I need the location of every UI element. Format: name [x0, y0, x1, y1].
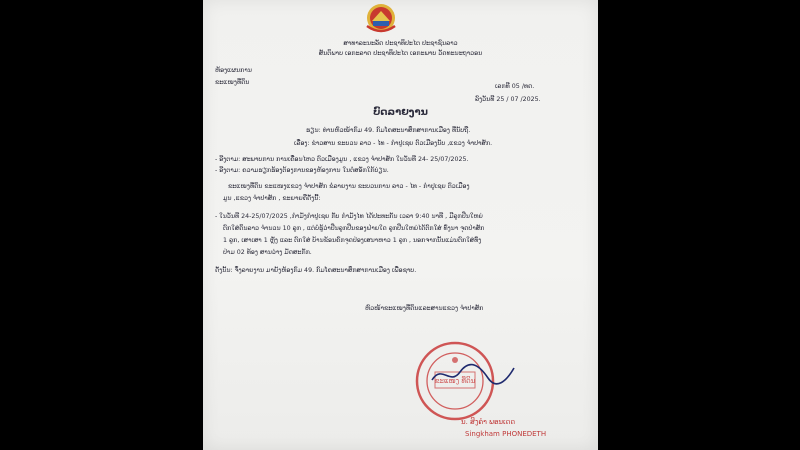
reference-date: ລົງວັນທີ 25 / 07 /2025.: [475, 96, 541, 103]
document-page: [203, 0, 598, 450]
body-to: ຮຽນ: ທ່ານຫົວໜ້າກົມ 49. ກົມໂຄສະນາສຶກສາການເມືອງ ທີ່ນັບຖື.: [306, 127, 471, 134]
paragraph-1-line-1: ຂະແໜງທີ່ດິນ ຂະແໜງແຂວງ ຈຳປາສັກ ຂໍລາຍງານ ຂະບວນການ ລາວ - ໄທ - ກຳປູເຊຍ ຕົວເມືອງ: [228, 183, 470, 190]
body-subject: ເລື່ອງ: ຂ່າວສານ ຂະບວນ ລາວ - ໄທ - ກຳປູເຊຍ ຕົວເມືອງນັບ ,ແຂວງ ຈຳປາສັກ.: [294, 140, 493, 147]
national-emblem-icon: [361, 2, 401, 36]
handwritten-signature: [428, 360, 518, 390]
reference-number: ເລກທີ 05 /ທດ.: [495, 83, 535, 90]
item-line-4: ປ່າມ 02 ທ້ອງ ສານວ່າງ ມັດສະກັກ.: [223, 249, 312, 256]
header-line-2: ສັນຕິພາບ ເອກະລາດ ປະຊາທິປະໄຕ ເອກະພາບ ວັດທະນະຖາວອນ: [318, 50, 483, 57]
reference-2: - ອີງຕາມ: ຄວາມຮຽກຮ້ອງຕ້ອງການຂອງຫ້ອງການ ໃນຕໍ່ສອັກໃກ້ບ່ຽນ.: [215, 167, 389, 174]
item-line-3: 1 ລູກ, ເສາເສາ 1 ຫຼັງ ແລະ ຕົກໃສ່ ບ້ານຂ້ອນຄົກຈຸດປ່ອງເສນາຫາວ 1 ລູກ , ນອກຈາກນັ້ນແມ່ນຕົກໃສ່ທົ່ງ: [223, 237, 482, 244]
stamp-text: ຂະແໜງ ທີ່ດິນ: [434, 377, 476, 385]
reference-1: - ອີງຕາມ: ສະພາບການ ການເຄື່ອນໄຫວ ຕົວເມືອງມູນ , ແຂວງ ຈຳປາສັກ ໃນວັນທີ 24- 25/07/2025.: [215, 156, 469, 163]
header-line-1: ສາທາລະນະລັດ ປະຊາທິປະໄຕ ປະຊາຊົນລາວ: [343, 40, 458, 47]
document-title: ບົດລາຍງານ: [373, 107, 428, 118]
sender-line-1: ຫ້ອງແຜນການ: [215, 67, 252, 74]
signing-office: ຫົວໜ້າຂະແໜງທີ່ດິນແລະສານແຂວງ ຈຳປາສັກ: [365, 305, 484, 312]
sender-line-2: ຂະແໜງທີ່ດິນ: [215, 79, 250, 86]
signer-name-latin: Singkham PHONEDETH: [465, 430, 547, 438]
closing-line: ດັ່ງນັ້ນ: ຈຶ່ງລາຍງານ ມາຍັງຫ້ອງກົມ 49. ກົມໂຄສະນາສຶກສາການເມືອງ ເພື່ອຊາບ.: [215, 267, 417, 274]
paragraph-1-line-2: ມູນ ,ແຂວງ ຈຳປາສັກ , ຂະຍາຍຄືດັ່ງນີ້:: [223, 195, 321, 202]
item-line-2: ຕົກໃສ່ດິນລາວ ຈຳນວນ 10 ລູກ , ແຕ່ບໍ່ຮູ້ວ່າປືນລູກປືນຂອງຝ່າຍໃດ ລູກປືນໃຫຍ່ໄດ້ຕົກໃສ່ ທົ່ງນາ ຈຸດປ່າສັກ: [223, 225, 485, 232]
item-line-1: - ໃນວັນທີ 24-25/07/2025 ,ກຳມັງກຳປູເຊຍ ກັບ ກຳມັງໄທ ໄດ້ປະທະກັນ ເວລາ 9:40 ນາທີ , ມີລູກປືນໃຫຍ່: [215, 213, 483, 220]
signer-name-lao: ນ. ສິງຄຳ ພອນເດດ: [461, 418, 516, 426]
